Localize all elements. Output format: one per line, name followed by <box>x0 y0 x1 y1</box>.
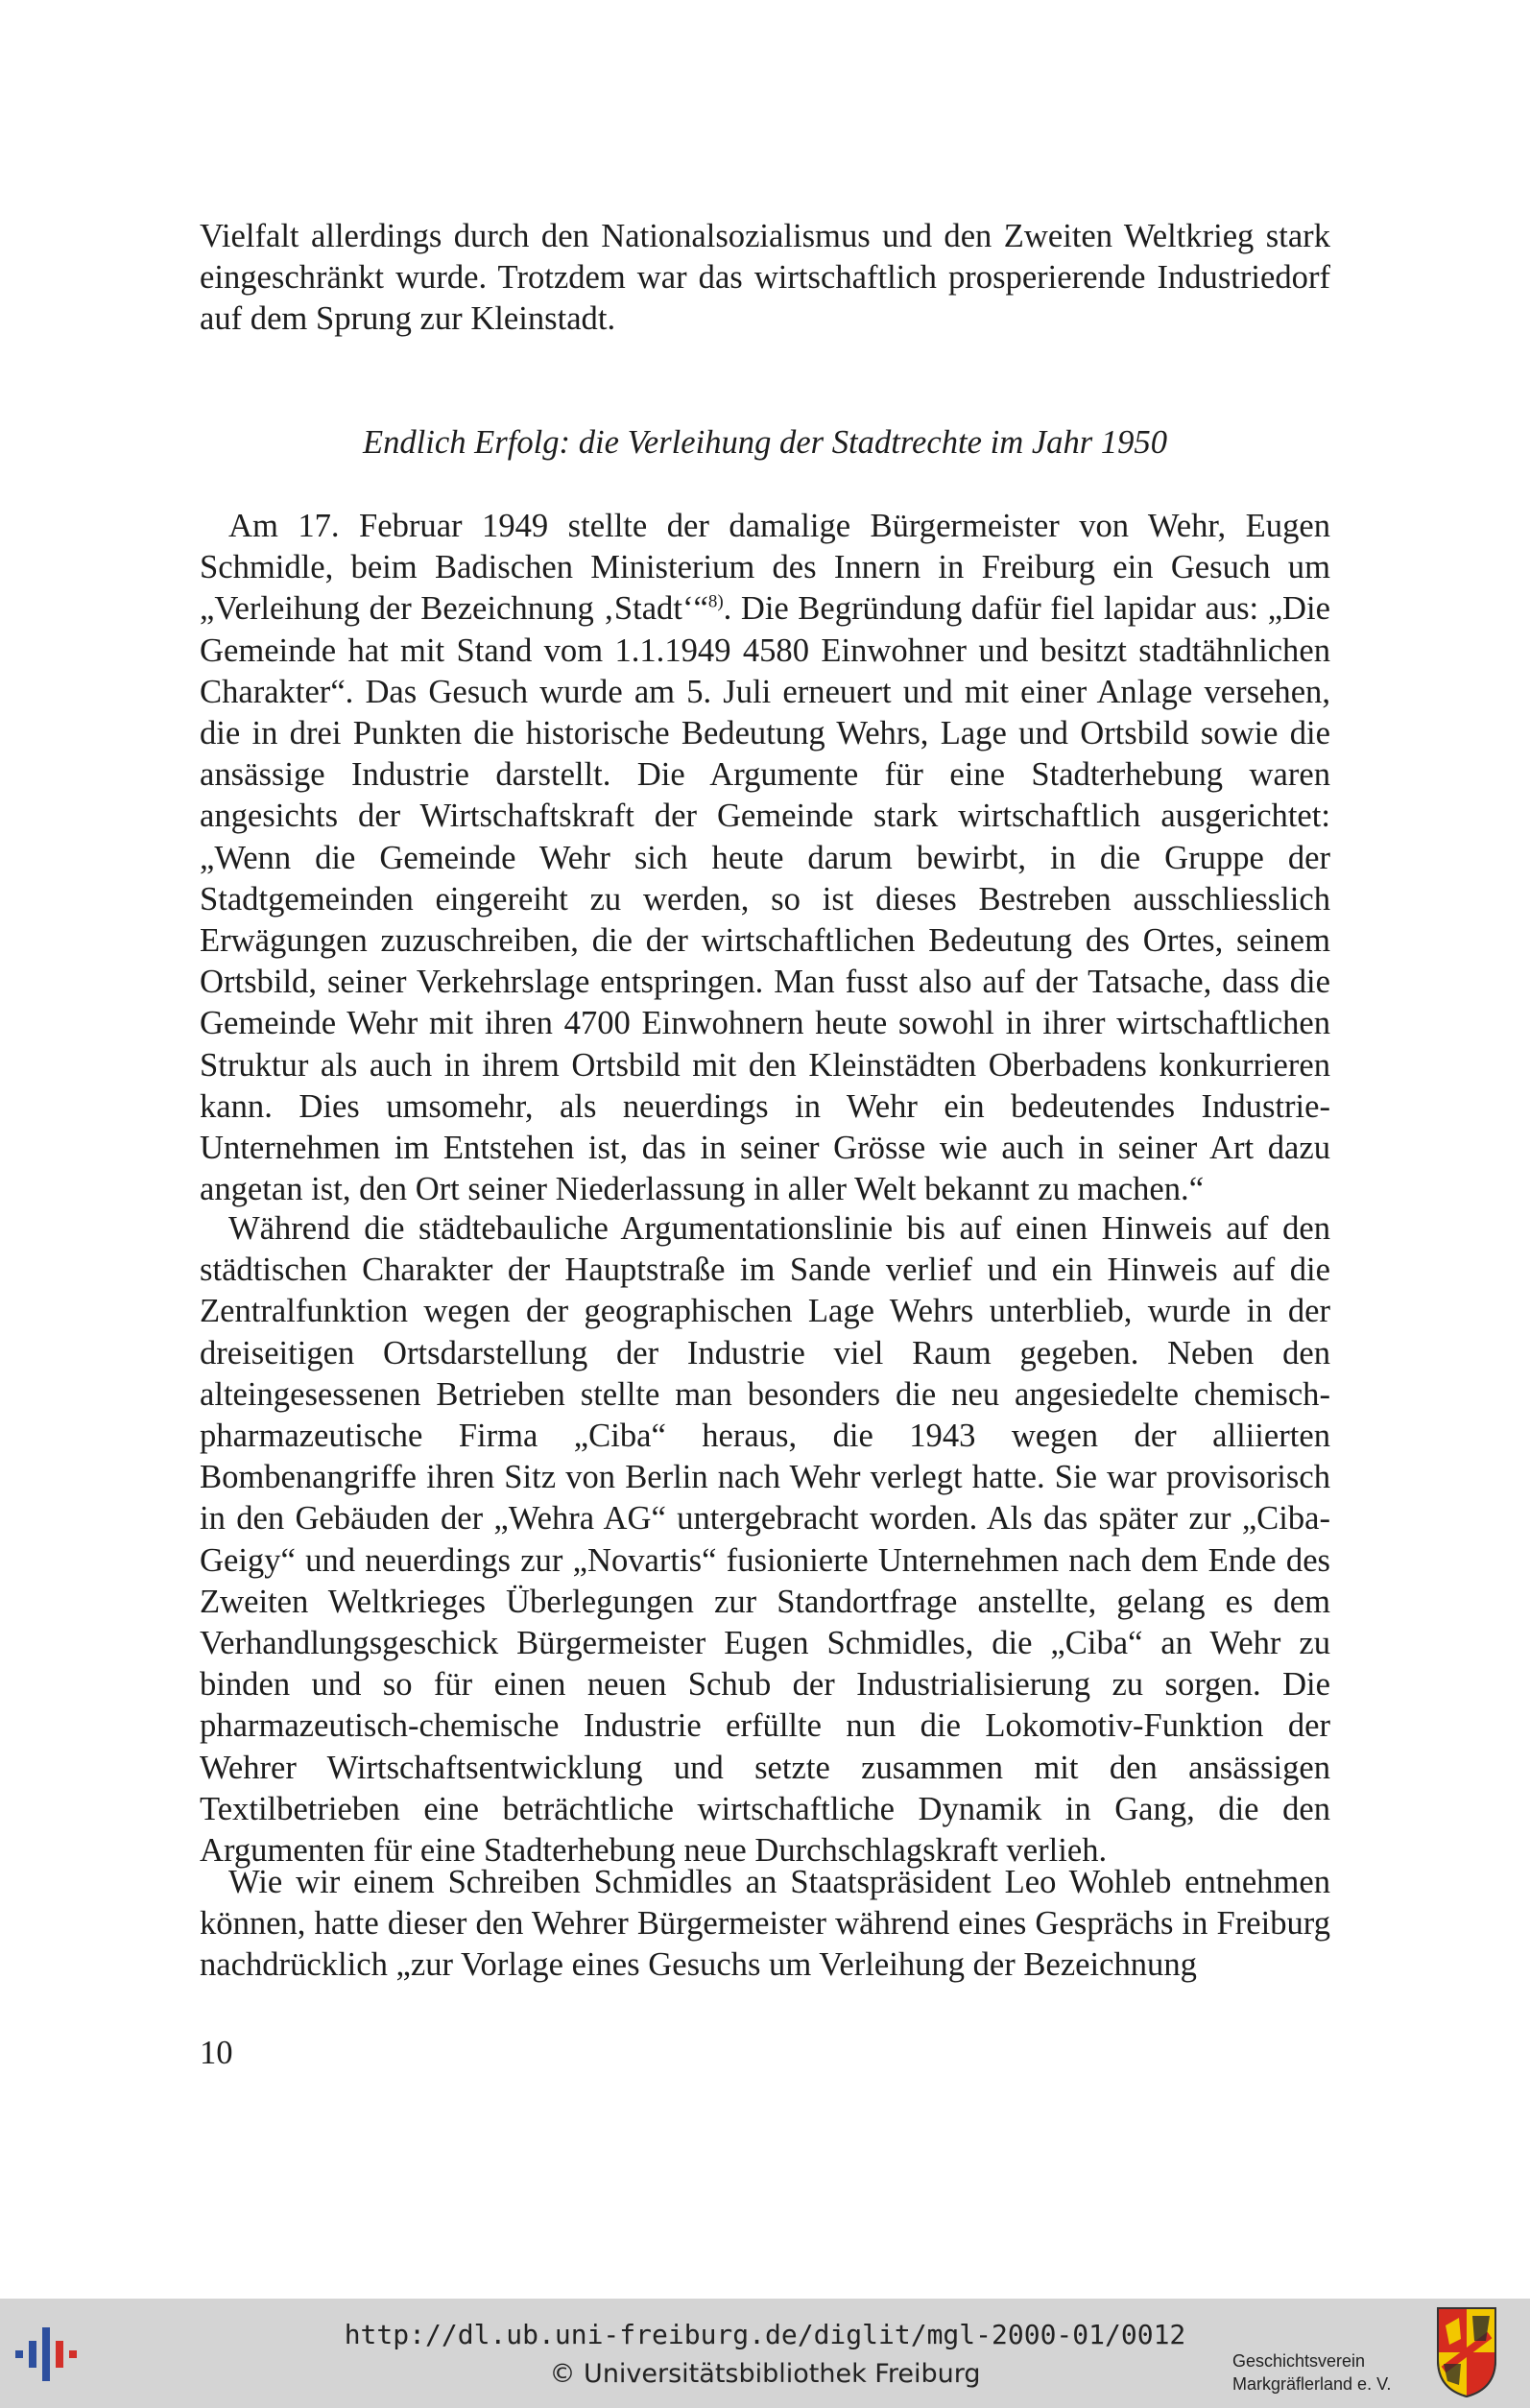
intro-paragraph: Vielfalt allerdings durch den Nationalsozialismus und den Zweiten Weltkrieg stark eingeschränkt wurde. Trotzdem war das wirtschaftlich prosperierende Industriedorf auf dem Sprung zur Kleinstadt. <box>200 218 1330 338</box>
copyright-notice: © Universitätsbibliothek Freiburg <box>549 2359 981 2389</box>
paragraph-1-text-b: . Die Begründung dafür fiel lapidar aus: „Die Gemeinde hat mit Stand vom 1.1.1949 4580 Einwohner und besitzt stadtähnlichen Charakter“. Das Gesuch wurde am 5. Juli erneuert und mit einer Anlage versehen, die in drei Punkten die historische Bedeutung Wehrs, Lage und Ortsbild sowie die ansässige Industrie darstellt. Die Argumente für eine Stadterhebung waren angesichts der Wirtschaftskraft der Gemeinde stark wirtschaftlich ausgerichtet: „Wenn die Gemeinde Wehr sich heute darum bewirbt, in die Gruppe der Stadtgemeinden eingereiht zu werden, so ist dieses Bestreben ausschliesslich Erwägungen zuzuschreiben, die der wirtschaftlichen Bedeutung des Ortes, seinem Ortsbild, seiner Verkehrslage entspringen. Man fusst also auf der Tatsache, dass die Gemeinde Wehr mit ihren 4700 Einwohnern heute sowohl in ihrer wirtschaftlichen Struktur als auch in ihrem Ortsbild mit den Kleinstädten Oberbadens konkurrieren kann. Dies umsomehr, als neuerdings in Wehr ein bedeutendes Industrie-Unternehmen im Entstehen ist, das in seiner Grösse wie auch in seiner Art dazu angetan ist, den Ort seiner Niederlassung in aller Welt bekannt zu machen.“ <box>200 590 1330 1208</box>
footnote-reference[interactable]: 8) <box>707 591 724 612</box>
footer-bar <box>0 2299 1530 2408</box>
page-number: 10 <box>200 2035 233 2071</box>
paragraph-1-text-a: Am 17. Februar 1949 stellte der damalige Bürgermeister von Wehr, Eugen Schmidle, beim Badischen Ministerium des Innern in Freiburg ein Gesuch um „Verleihung der Bezeichnung ‚Stadt‘“ <box>200 508 1330 628</box>
paragraph-1 <box>200 506 1330 1210</box>
society-name <box>1232 2349 1391 2396</box>
section-heading: Endlich Erfolg: die Verleihung der Stadtrechte im Jahr 1950 <box>362 424 1168 461</box>
paragraph-3: Wie wir einem Schreiben Schmidles an Staatspräsident Leo Wohleb entnehmen können, hatte dieser den Wehrer Bürgermeister während eines Gesprächs in Freiburg nachdrücklich „zur Vorlage eines Gesuchs um Verleihung der Bezeichnung <box>200 1864 1330 1984</box>
society-name-line-1: Geschichtsverein <box>1232 2351 1366 2371</box>
source-url-link[interactable]: http://dl.ub.uni-freiburg.de/diglit/mgl-2000-01/0012 <box>344 2319 1186 2350</box>
coat-of-arms-icon[interactable] <box>1436 2306 1497 2398</box>
paragraph-2: Während die städtebauliche Argumentationslinie bis auf einen Hinweis auf den städtischen Charakter der Hauptstraße im Sande verlief und ein Hinweis auf die Zentralfunktion wegen der geographischen Lage Wehrs unterblieb, wurde in der dreiseitigen Ortsdarstellung der Industrie viel Raum gegeben. Neben den alteingesessenen Betrieben stellte man besonders die neu angesiedelte chemisch-pharmazeutische Firma „Ciba“ heraus, die 1943 wegen der alliierten Bombenangriffe ihren Sitz von Berlin nach Wehr verlegt hatte. Sie war provisorisch in den Gebäuden der „Wehra AG“ untergebracht worden. Als das später zur „Ciba-Geigy“ und neuerdings zur „Novartis“ fusionierte Unternehmen nach dem Ende des Zweiten Weltkrieges Überlegungen zur Standortfrage anstellte, gelang es dem Verhandlungsgeschick Bürgermeister Eugen Schmidles, die „Ciba“ an Wehr zu binden und so für einen neuen Schub der Industrialisierung zu sorgen. Die pharmazeutisch-chemische Industrie erfüllte nun die Lokomotiv-Funktion der Wehrer Wirtschaftsentwicklung und setzte zusammen mit den ansässigen Textilbetrieben eine beträchtliche wirtschaftliche Dynamik in Gang, die den Argumenten für eine Stadterhebung neue Durchschlagskraft verlieh. <box>200 1210 1330 1870</box>
society-name-line-2: Markgräflerland e. V. <box>1232 2374 1392 2394</box>
